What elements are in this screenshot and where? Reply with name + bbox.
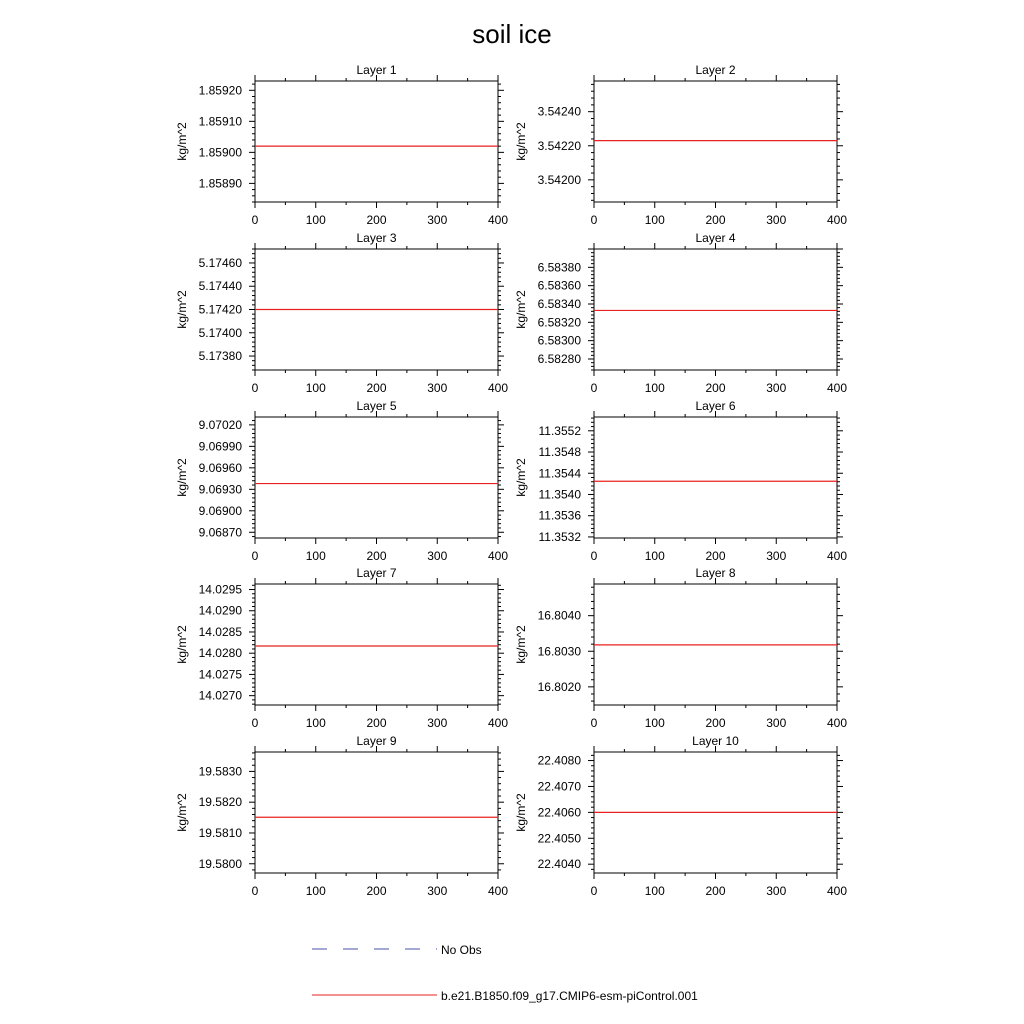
plot-frame: [255, 417, 498, 538]
panel-layer-7: [175, 566, 508, 730]
y-tick-label: 16.8020: [537, 679, 581, 694]
y-axis-label: kg/m^2: [175, 793, 189, 832]
y-tick-label: 5.17420: [198, 302, 242, 317]
x-tick-label: 100: [644, 213, 665, 227]
x-tick-label: 0: [251, 884, 259, 898]
y-axis-label: kg/m^2: [514, 122, 528, 161]
x-tick-label: 0: [251, 549, 259, 563]
x-tick-label: 100: [305, 381, 326, 395]
y-tick-label: 11.3552: [538, 423, 581, 438]
plot-frame: [594, 417, 837, 538]
y-tick-label: 11.3544: [538, 466, 581, 481]
y-tick-label: 11.3532: [538, 529, 581, 544]
y-tick-label: 11.3548: [538, 445, 581, 460]
x-tick-label: 400: [487, 381, 509, 395]
panel-title: Layer 9: [356, 734, 397, 748]
x-tick-label: 200: [366, 549, 387, 563]
x-tick-label: 200: [705, 716, 726, 730]
y-tick-label: 14.0285: [198, 624, 242, 639]
y-tick-label: 14.0270: [198, 688, 242, 703]
panel-title: Layer 6: [695, 399, 736, 413]
y-tick-label: 6.58280: [537, 352, 581, 366]
y-tick-label: 22.4050: [537, 831, 581, 846]
x-tick-label: 200: [705, 549, 726, 563]
y-tick-label: 9.06870: [198, 525, 242, 540]
plot-frame: [255, 752, 498, 873]
x-tick-label: 400: [826, 381, 848, 395]
y-tick-label: 5.17440: [198, 279, 242, 294]
x-tick-label: 0: [590, 549, 598, 563]
panel-title: Layer 5: [356, 399, 397, 413]
panel-title: Layer 1: [356, 63, 397, 77]
y-tick-label: 14.0295: [198, 582, 242, 597]
x-tick-label: 400: [826, 213, 848, 227]
x-tick-label: 100: [644, 549, 665, 563]
y-tick-label: 22.4070: [537, 779, 581, 794]
y-tick-label: 5.17400: [198, 325, 242, 340]
panel-layer-1: [175, 63, 508, 227]
legend-model-label: b.e21.B1850.f09_g17.CMIP6-esm-piControl.001: [441, 989, 698, 1003]
panel-grid: [175, 63, 847, 898]
y-tick-label: 22.4080: [537, 753, 581, 768]
x-tick-label: 400: [487, 884, 509, 898]
x-tick-label: 400: [826, 884, 848, 898]
y-tick-label: 6.58360: [537, 278, 581, 293]
legend-no-obs-label: No Obs: [441, 943, 482, 957]
y-tick-label: 11.3536: [538, 508, 581, 523]
plot-frame: [594, 81, 837, 202]
y-tick-label: 9.06960: [198, 460, 242, 475]
x-tick-label: 400: [826, 716, 848, 730]
y-tick-label: 6.58300: [537, 333, 581, 348]
y-tick-label: 19.5800: [198, 856, 242, 871]
x-tick-label: 0: [251, 381, 259, 395]
panel-layer-10: [514, 734, 847, 898]
panel-title: Layer 7: [356, 566, 397, 580]
plot-frame: [255, 81, 498, 202]
x-tick-label: 200: [366, 213, 387, 227]
plot-frame: [594, 249, 837, 370]
x-tick-label: 300: [766, 884, 787, 898]
y-tick-label: 6.58380: [537, 260, 581, 275]
panel-layer-2: [514, 63, 847, 227]
y-tick-label: 3.54240: [537, 104, 581, 119]
x-tick-label: 400: [487, 549, 509, 563]
panel-layer-6: [514, 399, 847, 563]
panel-title: Layer 10: [692, 734, 739, 748]
y-tick-label: 14.0280: [198, 646, 242, 661]
y-tick-label: 6.58340: [537, 297, 581, 311]
panel-layer-3: [175, 231, 508, 395]
y-tick-label: 16.8030: [537, 644, 581, 659]
y-axis-label: kg/m^2: [175, 290, 189, 329]
y-tick-label: 1.85890: [198, 176, 242, 191]
x-tick-label: 400: [826, 549, 848, 563]
y-tick-label: 14.0290: [198, 603, 242, 618]
x-tick-label: 200: [705, 884, 726, 898]
y-tick-label: 14.0275: [198, 667, 242, 682]
panel-layer-4: [514, 231, 847, 395]
y-tick-label: 1.85910: [198, 114, 242, 129]
x-tick-label: 0: [590, 213, 598, 227]
x-tick-label: 300: [766, 716, 787, 730]
x-tick-label: 300: [427, 381, 448, 395]
x-tick-label: 100: [644, 381, 665, 395]
x-tick-label: 100: [644, 716, 665, 730]
y-tick-label: 19.5810: [198, 825, 242, 840]
y-tick-label: 22.4060: [537, 805, 581, 820]
y-tick-label: 3.54220: [537, 138, 581, 153]
x-tick-label: 400: [487, 716, 509, 730]
x-tick-label: 200: [705, 213, 726, 227]
x-tick-label: 300: [427, 716, 448, 730]
panel-title: Layer 4: [695, 231, 736, 245]
x-tick-label: 100: [644, 884, 665, 898]
y-axis-label: kg/m^2: [514, 625, 528, 664]
x-tick-label: 300: [427, 213, 448, 227]
y-tick-label: 9.06930: [198, 482, 242, 497]
y-tick-label: 11.3540: [538, 487, 581, 502]
x-tick-label: 0: [590, 381, 598, 395]
plot-frame: [255, 584, 498, 705]
x-tick-label: 200: [705, 381, 726, 395]
x-tick-label: 0: [251, 213, 259, 227]
x-tick-label: 300: [766, 381, 787, 395]
figure-title: soil ice: [472, 19, 552, 49]
x-tick-label: 200: [366, 884, 387, 898]
panel-layer-9: [175, 734, 508, 898]
panel-layer-8: [514, 566, 847, 730]
y-tick-label: 22.4040: [537, 857, 581, 872]
y-tick-label: 19.5830: [198, 764, 242, 779]
x-tick-label: 100: [305, 716, 326, 730]
y-tick-label: 9.06900: [198, 503, 242, 518]
y-axis-label: kg/m^2: [514, 458, 528, 497]
x-tick-label: 200: [366, 381, 387, 395]
panel-title: Layer 3: [356, 231, 397, 245]
y-tick-label: 16.8040: [537, 608, 581, 623]
y-tick-label: 9.07020: [198, 417, 242, 432]
panel-title: Layer 8: [695, 566, 736, 580]
panel-layer-5: [175, 399, 508, 563]
x-tick-label: 0: [590, 716, 598, 730]
y-tick-label: 5.17380: [198, 349, 242, 364]
panel-title: Layer 2: [695, 63, 736, 77]
x-tick-label: 200: [366, 716, 387, 730]
y-axis-label: kg/m^2: [175, 625, 189, 664]
y-tick-label: 5.17460: [198, 255, 242, 270]
x-tick-label: 0: [590, 884, 598, 898]
legend: [312, 943, 698, 1003]
y-tick-label: 3.54200: [537, 172, 581, 187]
x-tick-label: 100: [305, 213, 326, 227]
y-axis-label: kg/m^2: [175, 122, 189, 161]
x-tick-label: 100: [305, 884, 326, 898]
y-tick-label: 19.5820: [198, 795, 242, 810]
y-axis-label: kg/m^2: [175, 458, 189, 497]
x-tick-label: 300: [427, 549, 448, 563]
x-tick-label: 100: [305, 549, 326, 563]
x-tick-label: 300: [427, 884, 448, 898]
y-tick-label: 1.85920: [198, 83, 242, 98]
y-axis-label: kg/m^2: [514, 793, 528, 832]
y-tick-label: 6.58320: [537, 315, 581, 330]
x-tick-label: 0: [251, 716, 259, 730]
x-tick-label: 300: [766, 213, 787, 227]
x-tick-label: 300: [766, 549, 787, 563]
y-tick-label: 9.06990: [198, 439, 242, 454]
y-tick-label: 1.85900: [198, 145, 242, 160]
y-axis-label: kg/m^2: [514, 290, 528, 329]
x-tick-label: 400: [487, 213, 509, 227]
